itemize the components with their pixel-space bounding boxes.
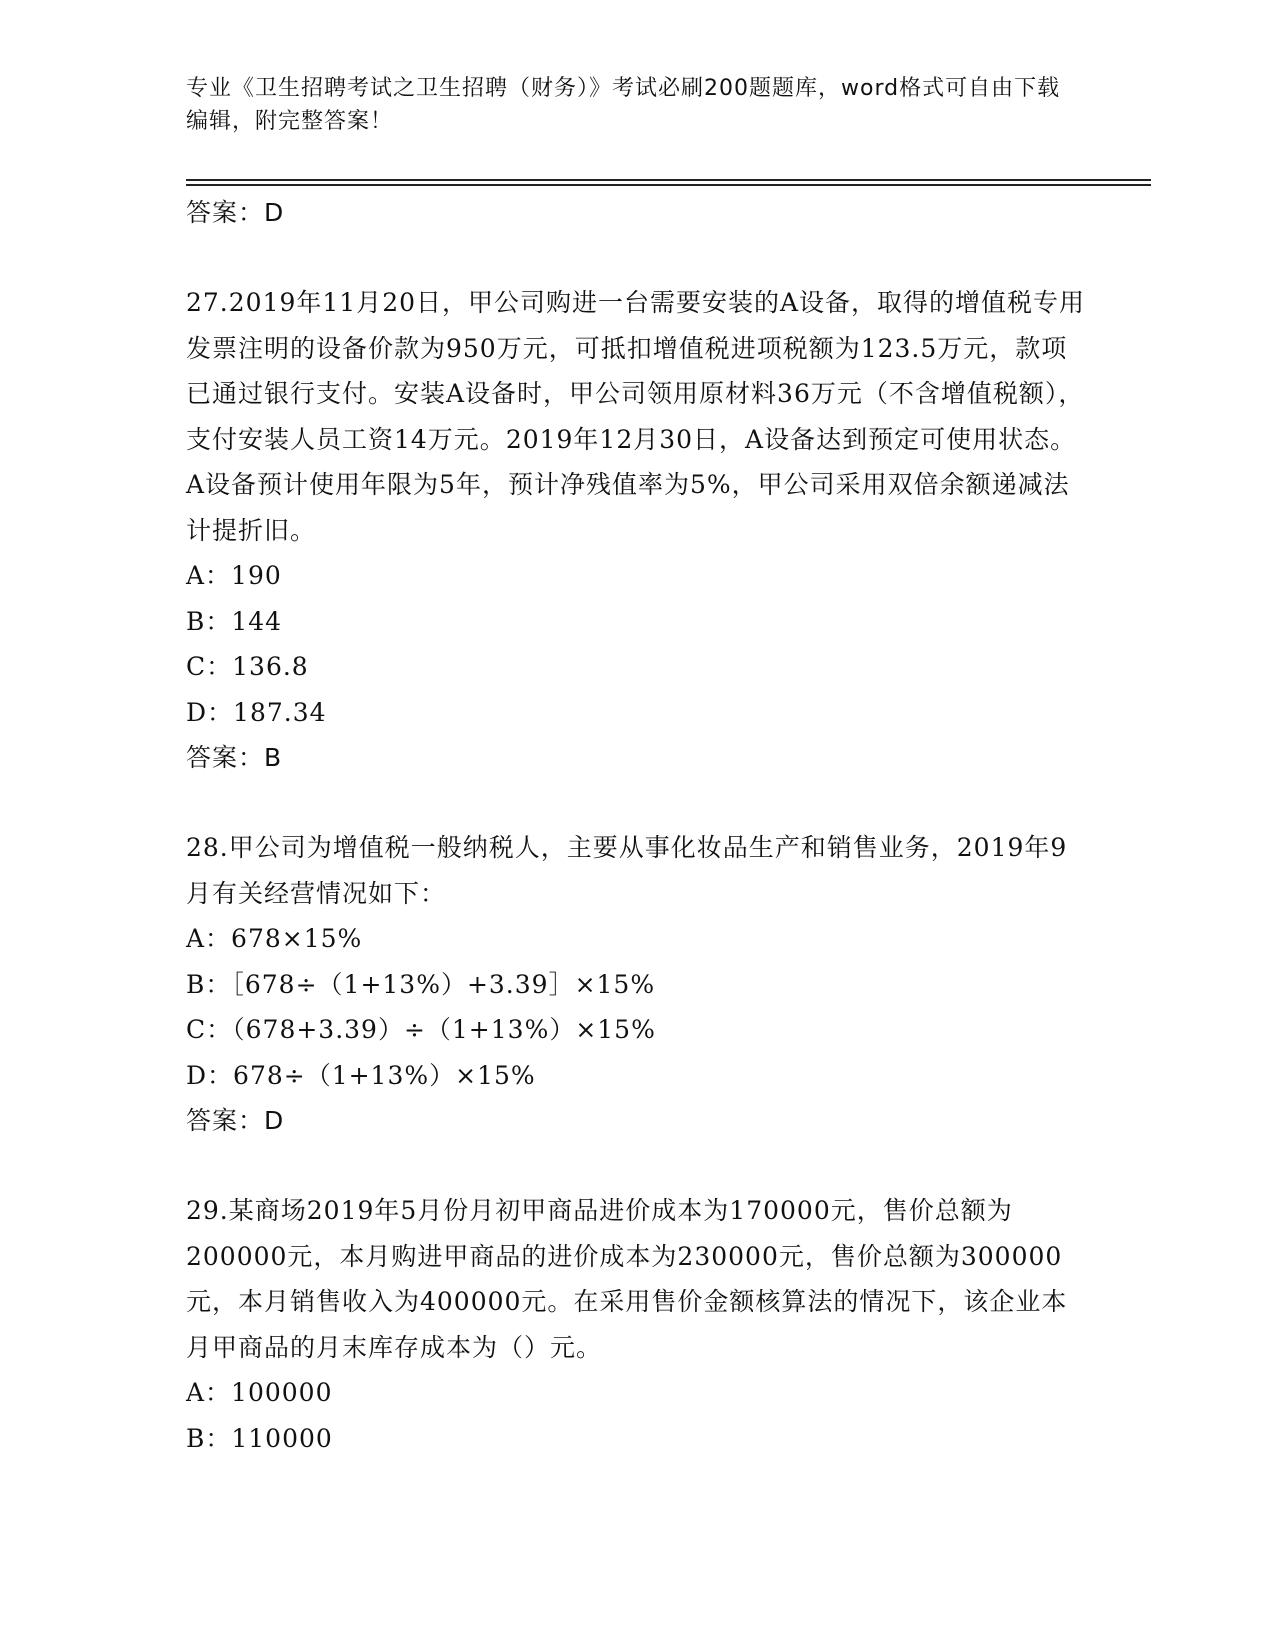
option-c: C：136.8: [186, 652, 309, 681]
option-b: B：144: [186, 606, 283, 636]
option-b: B：110000: [186, 1423, 333, 1453]
header-rule-top: [186, 179, 1151, 181]
question-text: 29.某商场2019年5月份月初甲商品进价成本为170000元，售价总额为200000元，本月购进甲商品的进价成本为230000元，售价总额为300000元，本月销售收入为400000元。在采用售价金额核算法的情况下，该企业本月甲商品的月末库存成本为（）元。: [186, 1196, 1068, 1362]
option-d: D：187.34: [186, 697, 327, 727]
question-29: [186, 1188, 1086, 1461]
question-text: 28.甲公司为增值税一般纳税人，主要从事化妆品生产和销售业务，2019年9月有关经营情况如下：: [186, 833, 1068, 908]
option-a: A：678×15%: [186, 924, 363, 953]
answer-line: 答案：B: [186, 743, 283, 772]
option-a: A：190: [186, 561, 282, 590]
answer-line: 答案：D: [186, 1106, 285, 1135]
question-27: [186, 280, 1086, 781]
header-rule-bottom: [186, 184, 1151, 186]
answer-line: 答案：D: [186, 198, 285, 227]
question-28: [186, 825, 1086, 1144]
page-header: 专业《卫生招聘考试之卫生招聘（财务）》考试必刷200题题库，word格式可自由下载编辑，附完整答案！: [186, 76, 1061, 134]
option-d: D：678÷（1+13%）×15%: [186, 1060, 536, 1090]
option-c: C：（678+3.39）÷（1+13%）×15%: [186, 1015, 656, 1044]
question-text: 27.2019年11月20日，甲公司购进一台需要安装的A设备，取得的增值税专用发票注明的设备价款为950万元，可抵扣增值税进项税额为123.5万元，款项已通过银行支付。安装A设备时，甲公司领用原材料36万元（不含增值税额），支付安装人员工资14万元。2019年12月30日，A设备达到预定可使用状态。A设备预计使用年限为5年，预计净残值率为5%，甲公司采用双倍余额递减法计提折旧。: [186, 288, 1086, 545]
option-a: A：100000: [186, 1378, 333, 1407]
document-body: [186, 190, 1086, 1461]
option-b: B：［678÷（1+13%）+3.39］×15%: [186, 969, 656, 999]
